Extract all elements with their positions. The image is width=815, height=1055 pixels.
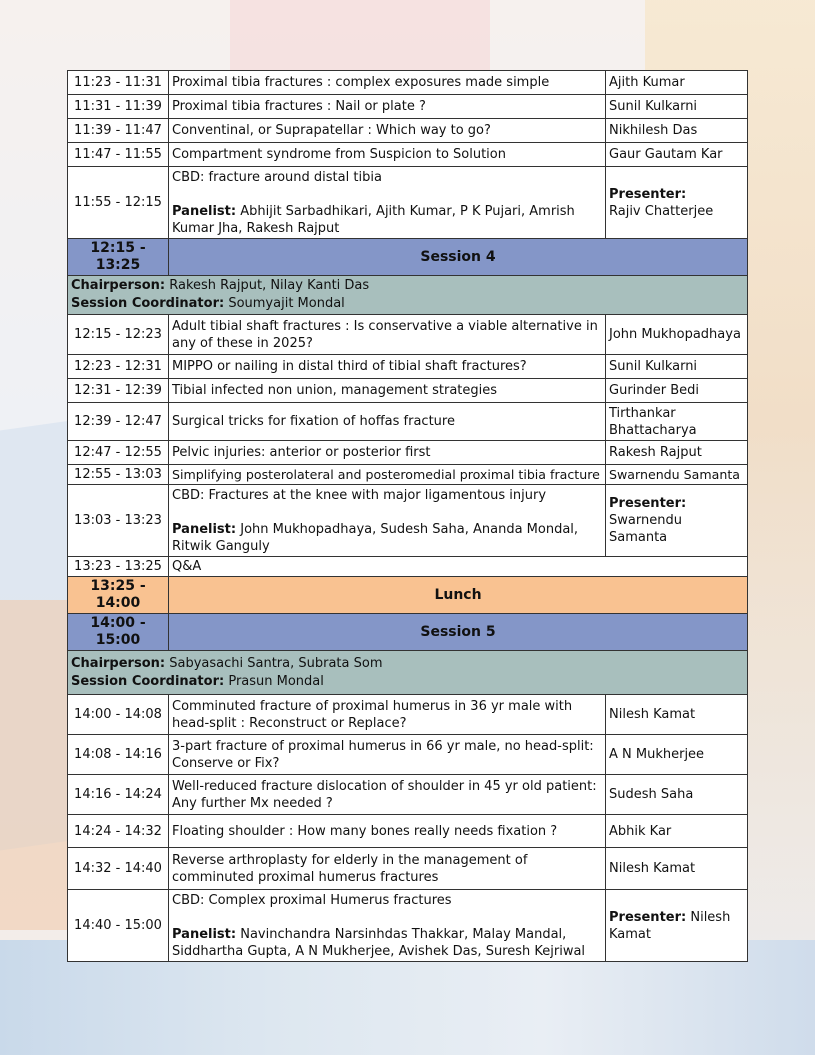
cbd-title: CBD: Complex proximal Humerus fractures <box>172 892 452 908</box>
presenter-label: Presenter: <box>609 909 687 925</box>
topic-cell: Reverse arthroplasty for elderly in the management of comminuted proximal humerus fractures <box>169 848 606 890</box>
speaker-cell: Sunil Kulkarni <box>606 95 748 119</box>
cbd-topic-cell <box>169 485 606 557</box>
topic-cell: 3-part fracture of proximal humerus in 66 yr male, no head-split: Conserve or Fix? <box>169 735 606 775</box>
session-time: 14:00 - 15:00 <box>68 614 169 651</box>
chairperson-line <box>71 277 744 295</box>
chairperson-label: Chairperson: <box>71 655 166 671</box>
topic-cell: Surgical tricks for fixation of hoffas fracture <box>169 403 606 441</box>
topic-cell: Well-reduced fracture dislocation of shoulder in 45 yr old patient: Any further Mx needed ? <box>169 775 606 815</box>
time-cell: 12:23 - 12:31 <box>68 355 169 379</box>
topic-cell: Proximal tibia fractures : Nail or plate ? <box>169 95 606 119</box>
session-time: 12:15 - 13:25 <box>68 239 169 276</box>
table-row <box>68 71 748 95</box>
chair-row <box>68 651 748 695</box>
chair-cell <box>68 651 748 695</box>
time-cell: 14:00 - 14:08 <box>68 695 169 735</box>
time-cell: 11:31 - 11:39 <box>68 95 169 119</box>
table-row <box>68 315 748 355</box>
time-cell: 14:32 - 14:40 <box>68 848 169 890</box>
panelist-line <box>172 926 602 960</box>
time-cell: 11:47 - 11:55 <box>68 143 169 167</box>
lunch-time: 13:25 - 14:00 <box>68 577 169 614</box>
session-title: Session 5 <box>169 614 748 651</box>
coordinator-label: Session Coordinator: <box>71 296 225 311</box>
topic-cell: Conventinal, or Suprapatellar : Which way to go? <box>169 119 606 143</box>
table-row <box>68 695 748 735</box>
cbd-topic-cell <box>169 890 606 962</box>
chairperson-label: Chairperson: <box>71 278 166 293</box>
time-cell: 14:24 - 14:32 <box>68 815 169 848</box>
chair-cell <box>68 276 748 315</box>
chairperson-names: Rakesh Rajput, Nilay Kanti Das <box>169 278 370 293</box>
time-cell: 13:23 - 13:25 <box>68 557 169 577</box>
cbd-title: CBD: fracture around distal tibia <box>172 169 382 185</box>
qa-row <box>68 557 748 577</box>
coordinator-line <box>71 673 744 691</box>
table-row <box>68 735 748 775</box>
topic-cell: Floating shoulder : How many bones really needs fixation ? <box>169 815 606 848</box>
chairperson-names: Sabyasachi Santra, Subrata Som <box>169 655 383 671</box>
speaker-cell: Nilesh Kamat <box>606 695 748 735</box>
table-row <box>68 815 748 848</box>
qa-cell: Q&A <box>169 557 748 577</box>
lunch-row <box>68 577 748 614</box>
speaker-cell: Tirthankar Bhattacharya <box>606 403 748 441</box>
time-cell: 14:08 - 14:16 <box>68 735 169 775</box>
time-cell: 12:55 - 13:03 <box>68 465 169 485</box>
speaker-cell: John Mukhopadhaya <box>606 315 748 355</box>
cbd-topic-cell <box>169 167 606 239</box>
time-cell: 13:03 - 13:23 <box>68 485 169 557</box>
topic-cell: Comminuted fracture of proximal humerus in 36 yr male with head-split : Reconstruct or Replace? <box>169 695 606 735</box>
speaker-cell: Nilesh Kamat <box>606 848 748 890</box>
panelist-names: John Mukhopadhaya, Sudesh Saha, Ananda Mondal, Ritwik Ganguly <box>172 521 579 554</box>
time-cell: 14:16 - 14:24 <box>68 775 169 815</box>
table-row <box>68 355 748 379</box>
cbd-row <box>68 167 748 239</box>
table-row <box>68 848 748 890</box>
presenter-cell <box>606 890 748 962</box>
chairperson-line <box>71 655 744 673</box>
presenter-cell <box>606 167 748 239</box>
topic-cell: Proximal tibia fractures : complex exposures made simple <box>169 71 606 95</box>
table-row <box>68 379 748 403</box>
session-header <box>68 614 748 651</box>
panelist-label: Panelist: <box>172 203 237 219</box>
presenter-name: Rajiv Chatterjee <box>609 203 714 219</box>
presenter-name: Nilesh Kamat <box>609 909 731 942</box>
time-cell: 12:31 - 12:39 <box>68 379 169 403</box>
panelist-line <box>172 203 602 237</box>
coordinator-name: Soumyajit Mondal <box>228 296 345 311</box>
topic-cell: Compartment syndrome from Suspicion to Solution <box>169 143 606 167</box>
panelist-label: Panelist: <box>172 926 237 942</box>
topic-cell: Simplifying posterolateral and posteromedial proximal tibia fracture <box>169 465 606 485</box>
speaker-cell: Nikhilesh Das <box>606 119 748 143</box>
cbd-row <box>68 485 748 557</box>
time-cell: 12:39 - 12:47 <box>68 403 169 441</box>
topic-cell: Pelvic injuries: anterior or posterior first <box>169 441 606 465</box>
table-row <box>68 119 748 143</box>
table-row <box>68 441 748 465</box>
speaker-cell: Sunil Kulkarni <box>606 355 748 379</box>
topic-cell: Tibial infected non union, management strategies <box>169 379 606 403</box>
coordinator-line <box>71 295 744 313</box>
panelist-names: Abhijit Sarbadhikari, Ajith Kumar, P K Pujari, Amrish Kumar Jha, Rakesh Rajput <box>172 203 575 236</box>
time-cell: 11:55 - 12:15 <box>68 167 169 239</box>
table-row <box>68 95 748 119</box>
speaker-cell: Ajith Kumar <box>606 71 748 95</box>
topic-cell: MIPPO or nailing in distal third of tibial shaft fractures? <box>169 355 606 379</box>
time-cell: 14:40 - 15:00 <box>68 890 169 962</box>
session-title: Session 4 <box>169 239 748 276</box>
speaker-cell: Abhik Kar <box>606 815 748 848</box>
speaker-cell: Sudesh Saha <box>606 775 748 815</box>
speaker-cell: Gaur Gautam Kar <box>606 143 748 167</box>
schedule-table <box>67 70 748 962</box>
speaker-cell: Rakesh Rajput <box>606 441 748 465</box>
time-cell: 12:47 - 12:55 <box>68 441 169 465</box>
table-row <box>68 465 748 485</box>
chair-row <box>68 276 748 315</box>
table-row <box>68 143 748 167</box>
topic-cell: Adult tibial shaft fractures : Is conservative a viable alternative in any of these in 2025? <box>169 315 606 355</box>
presenter-name: Swarnendu Samanta <box>609 513 682 545</box>
time-cell: 11:39 - 11:47 <box>68 119 169 143</box>
cbd-title: CBD: Fractures at the knee with major ligamentous injury <box>172 487 547 503</box>
time-cell: 11:23 - 11:31 <box>68 71 169 95</box>
cbd-row <box>68 890 748 962</box>
presenter-label: Presenter: <box>609 186 687 202</box>
presenter-cell <box>606 485 748 557</box>
presenter-label: Presenter: <box>609 496 687 511</box>
panelist-label: Panelist: <box>172 521 237 537</box>
lunch-title: Lunch <box>169 577 748 614</box>
coordinator-name: Prasun Mondal <box>228 673 324 689</box>
table-row <box>68 403 748 441</box>
coordinator-label: Session Coordinator: <box>71 673 225 689</box>
speaker-cell: A N Mukherjee <box>606 735 748 775</box>
table-row <box>68 775 748 815</box>
session-header <box>68 239 748 276</box>
panelist-line <box>172 521 602 555</box>
speaker-cell: Gurinder Bedi <box>606 379 748 403</box>
panelist-names: Navinchandra Narsinhdas Thakkar, Malay Mandal, Siddhartha Gupta, A N Mukherjee, Avishek Das, Suresh Kejriwal <box>172 926 586 959</box>
time-cell: 12:15 - 12:23 <box>68 315 169 355</box>
speaker-cell: Swarnendu Samanta <box>606 465 748 485</box>
